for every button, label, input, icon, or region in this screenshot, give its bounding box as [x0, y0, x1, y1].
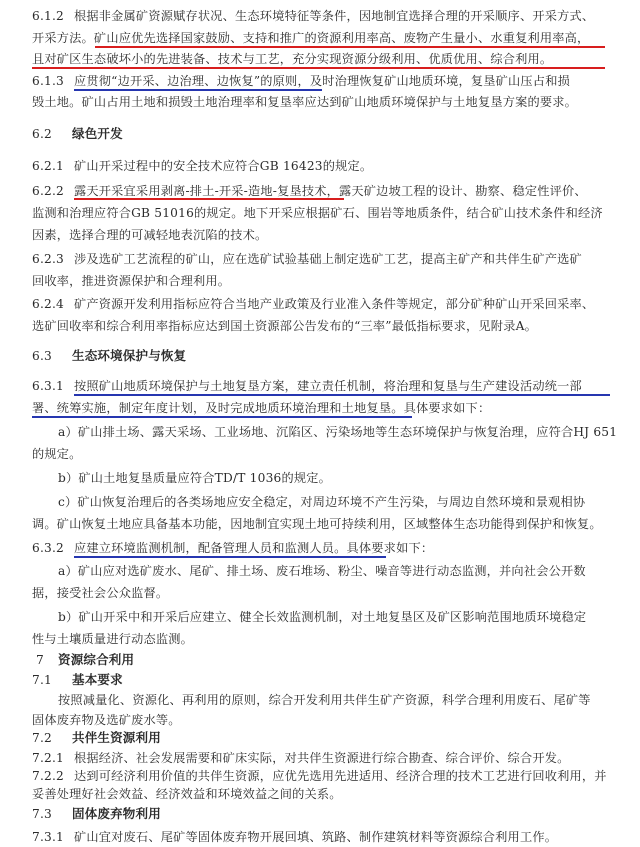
blue-underline	[32, 416, 412, 418]
blue-underline	[74, 89, 322, 91]
clause-number: 6.1.2	[32, 9, 65, 23]
document-page: 6.1.2 根据非金属矿资源赋存状况、生态环境特征等条件，因地制宜选择合理的开采顺序、开采方式、 开采方法。矿山应优先选择国家鼓励、支持和推广的资源利用率高、废物产生量小、水重复利用率高， 且对矿区生态破坏小的先进装备、技术与工艺，充分实现资源分级利用、优质优用、综合利用。 6.1.3 应贯彻“边开采、边治理、边恢复”的原则，及时治理恢复矿山地质环境，复垦矿山压占和损 毁土地。矿山占用土地和损毁土地治理率和复垦率应达到矿山地质环境保护与土地复垦方案的要求。 6.2 绿色开发 6.2.1 矿山开采过程中的安全技术应符合GB 16423的规定。 6.2.2 露天开采宜采用剥离-排土-开采-造地-复垦技术，露天矿边坡工程的设计、勘察、稳定性评价、 监测和治理应符合GB 51016的规定。地下开采应根据矿石、围岩等地质条件，结合矿山技术条件和经济 因素，选择合理的可减轻地表沉陷的技术。 6.2.3 涉及选矿工艺流程的矿山，应在选矿试验基础上制定选矿工艺，提高主矿产和共伴生矿产选矿 回收率，推进资源保护和合理利用。 6.2.4 矿产资源开发利用指标应符合当地产业政策及行业准入条件等规定，部分矿种矿山开采回采率、 选矿回收率和综合利用率指标应达到国土资源部公告发布的“三率”最低指标要求，见附录A。 6.3 生态环境保护与恢复 6.3.1 按照矿山地质环境保护与土地复垦方案，建立责任机制，将治理和复垦与生产建设活动统一部 署、统筹实施，制定年度计划，及时完成地质环境治理和土地复垦。具体要求如下： a）矿山排土场、露天采场、工业场地、沉陷区、污染场地等生态环境保护与恢复治理，应符合HJ 651 的规定。 b）矿山土地复垦质量应符合TD/T 1036的规定。 c）矿山恢复治理后的各类场地应安全稳定，对周边环境不产生污染，与周边自然环境和景观相协 调。矿山恢复土地应具备基本功能，因地制宜实现土地可持续利用，区域整体生态功能得到保护和恢复。 6.3.2 应建立环境监测机制，配备管理人员和监测人员。具体要求如下： a）矿山应对选矿废水、尾矿、排土场、废石堆场、粉尘、噪音等进行动态监测，并向社会公开数 据，接受社会公众监督。 b）矿山开采中和开采后应建立、健全长效监测机制，对土地复垦区及矿区影响范围地质环境稳定 性与土壤质量进行动态监测。 7 资源综合利用 7.1 基本要求 按照减量化、资源化、再利用的原则，综合开发利用共伴生矿产资源，科学合理利用废石、尾矿等 固体废弃物及选矿废水等。 7.2 共伴生资源利用 7.2.1 根据经济、社会发展需要和矿床实际，对共伴生资源进行综合勘查、综合评价、综合开发。 7.2.2 达到可经济利用价值的共伴生资源，应优先选用先进适用、经济合理的技术工艺进行回收利用，并 妥善处理好社会效益、经济效益和环境效益之间的关系。 7.3 固体废弃物利用 7.3.1 矿山宜对废石、尾矿等固体废弃物开展回填、筑路、制作建筑材料等资源综合利用工作。	[32, 9, 618, 844]
red-underline	[95, 46, 605, 48]
blue-underline	[74, 394, 610, 396]
red-underline	[32, 67, 605, 69]
blue-underline	[74, 556, 386, 558]
red-underline	[74, 198, 344, 200]
